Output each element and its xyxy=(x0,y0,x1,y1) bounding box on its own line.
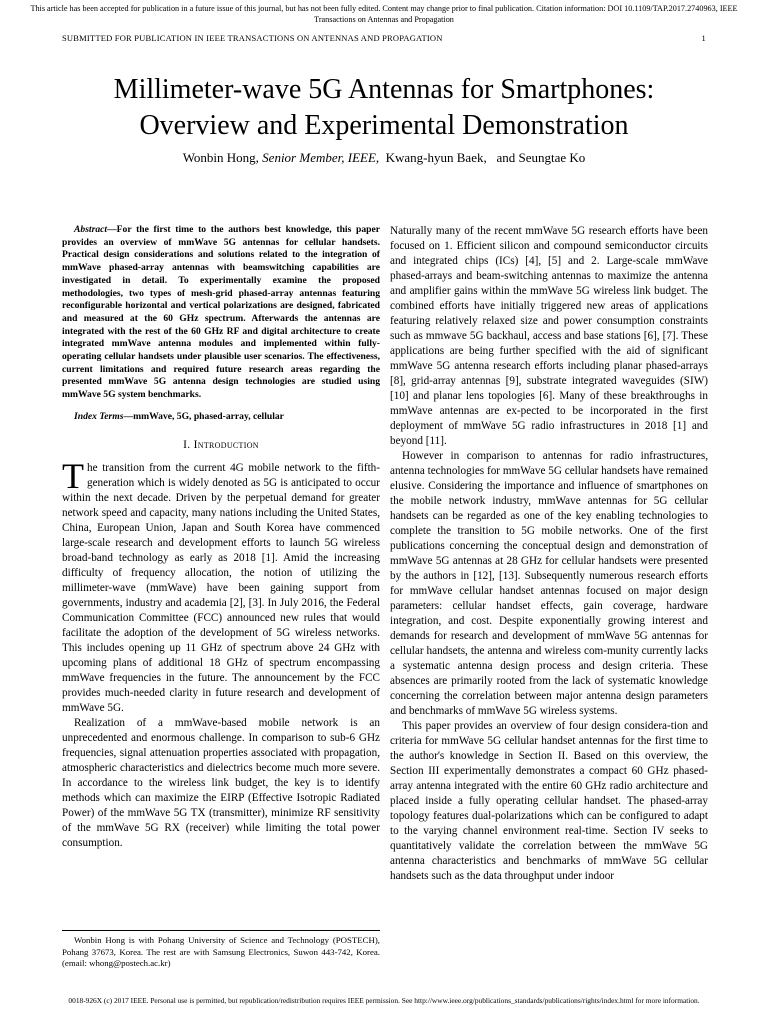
author-list xyxy=(0,150,768,166)
intro-paragraph-4: However in comparison to antennas for radio infrastructures, antenna technologies for mmWave 5G cellular handsets have remained elusive. Considering the importance and influence of smartphones on the mobile network industry, mmWave antennas for 5G cellular handsets can be regarded as one of the key enabling technologies to complete the transition to 5G mobile networks. One of the first publications concerning the conceptual design and demonstration of mmWave 5G antennas at 28 GHz for cellular handsets were presented by the authors in [12], [13]. Subsequently numerous research efforts for mmWave cellular handset antennas focused on major design parameters: cellular handset effects, gain coverage, hardware integration, and cost. Despite exponentially growing interest and demands for research and development of mmWave 5G antennas for cellular handsets, the antenna and wireless com-munity currently lacks a systematic antenna design process and design criteria. These absences are primarily rooted from the lack of systematic knowledge concerning the correlation between major antenna design parameters and benchmarks of mmWave 5G wireless systems. xyxy=(390,450,708,717)
abstract xyxy=(62,224,380,402)
paper-title-line2: Overview and Experimental Demonstration xyxy=(139,110,629,141)
intro-paragraph-2: Realization of a mmWave-based mobile network is an unprecedented and enormous challenge. In comparison to sub-6 GHz frequencies, signal attenuation properties associated with propagation, atmospheric characteristics and dielectrics become much more severe. In accordance to the wireless link budget, the key is to identify methods which can maximize the EIRP (Effective Isotropic Radiated Power) of the mmWave 5G TX (transmitter), minimize RF sensitivity of the mmWave 5G RX (receiver) while limiting the total power consumption. xyxy=(62,716,380,849)
author-1: Wonbin Hong, xyxy=(182,150,259,165)
index-terms-text: —mmWave, 5G, phased-array, cellular xyxy=(123,410,284,422)
author-2: Kwang-hyun Baek, xyxy=(385,150,487,165)
intro-paragraph-3: Naturally many of the recent mmWave 5G research efforts have been focused on 1. Efficient silicon and compound semiconductor circuits and integrated chips (ICs) [4], [5] and 2. Large-scale mmWave phased-arrays and beam-switching antennas to maximize the antenna and amplifier gains within the mmWave 5G wireless link budget. The combined efforts have initially triggered new areas of applications featuring relatively relaxed size and power consumption constraints such as mmwave 5G backhaul, access and base stations [6], [7]. These applications are being further specified with the aid of significant mmWave 5G antenna research efforts including planar phased-arrays [8], grid-array antennas [9], substrate integrated waveguides (SIW) [10] and planar lens topologies [6]. Many of these breakthroughs in mmWave antennas are ex-pected to be incorporated in the first deployment of mmWave 5G radio infrastructures in 2018 [1] and beyond [11]. xyxy=(390,225,708,447)
abstract-text: —For the first time to the authors best knowledge, this paper provides an overview of mmWave 5G antennas for cellular handsets. Practical design considerations and solutions related to the integration of mmWave phased-array antennas with beamswitching capabilities are investigated in detail. To experimentally examine the proposed methodologies, two types of mesh-grid phased-array antennas featuring reconfigurable horizontal and vertical polarizations are designed, fabricated and measured at the 60 GHz spectrum. Afterwards the antennas are integrated with the rest of the 60 GHz RF and digital architecture to create integrated mmWave antenna modules and implemented within fully-operating cellular handsets under plausible user scenarios. The effectiveness, current limitations and required future research areas regarding the presented mmWave 5G antenna design technologies are studied using mmWave 5G system benchmarks. xyxy=(62,224,380,401)
copyright-footer: 0018-926X (c) 2017 IEEE. Personal use is permitted, but republication/redistribution requires IEEE permission. See http://www.ieee.org/publications_standards/publications/rights/index.html for more information. xyxy=(68,996,700,1005)
intro-paragraph-5: This paper provides an overview of four design considera-tion and criteria for mmWave 5G cellular handset antennas for the first time to the author's knowledge in Section II. Based on this overview, the Section III experimentally demonstrates a compact 60 GHz phased-array antenna integrated with the entire 60 GHz radio architecture and placed inside a fully operating cellular handset. The phased-array topology features dual-polarizations which can be configured to adapt to the varying channel environment real-time. Section IV seeks to quantitatively validate the correlation between the mmWave 5G antenna characteristics and benchmarks of mmWave 5G cellular handsets such as the data throughput under indoor xyxy=(390,720,708,882)
author-3: and Seungtae Ko xyxy=(496,150,586,165)
section-heading xyxy=(62,438,380,453)
index-terms-label: Index Terms xyxy=(74,410,124,422)
intro-paragraph-1 xyxy=(62,455,380,716)
drop-cap: T xyxy=(62,455,84,496)
section-number: I. xyxy=(183,438,191,451)
section-title: Introduction xyxy=(193,438,259,451)
abstract-label: Abstract xyxy=(74,224,108,235)
acceptance-notice-line1: This article has been accepted for publication in a future issue of this journal, but has not been fully edited. Content may change prior to final publication. Citation information: DOI 10.1109/TAP.2017.2740963, IEEE xyxy=(30,4,738,13)
running-head-text: SUBMITTED FOR PUBLICATION IN IEEE TRANSACTIONS ON ANTENNAS AND PROPAGATION xyxy=(62,33,443,43)
page-number: 1 xyxy=(701,33,706,43)
acceptance-notice xyxy=(0,3,768,25)
left-column xyxy=(62,224,380,851)
index-terms xyxy=(62,411,380,424)
intro-paragraph-1-text: he transition from the current 4G mobile network to the fifth-generation which is widely denoted as 5G is anticipated to occur within the next decade. Driven by the perpetual demand for greater network speed and capacity, many nations including the United States, China, European Union, Japan and South Korea have commenced large-scale research and development efforts to launch 5G wireless broad-band technology as early as 2018 [1]. Amid the increasing difficulty of frequency allocation, the notion of utilizing the millimeter-wave (mmWave) have been gaining support from governments, industry and academia [2], [3]. In July 2016, the Federal Communication Committee (FCC) announced new rules that would facilitate the adoption of the development of 5G wireless networks. This includes opening up 11 GHz of spectrum above 24 GHz with upcoming plans of additional 18 GHz of spectrum encompassing mmWave frequencies in the future. The announcement by the FCC provides much-needed clarity in future research and development of mmWave 5G. xyxy=(62,461,380,714)
author-1-affiliation: Senior Member, IEEE, xyxy=(262,150,380,165)
paper-title xyxy=(0,72,768,144)
running-head xyxy=(62,33,706,43)
right-column xyxy=(390,224,708,884)
acceptance-notice-line2: Transactions on Antennas and Propagation xyxy=(314,15,454,24)
paper-title-line1: Millimeter-wave 5G Antennas for Smartphones: xyxy=(113,74,655,105)
author-footnote: Wonbin Hong is with Pohang University of Science and Technology (POSTECH), Pohang 37673, Korea. The rest are with Samsung Electronics, Suwon 443-742, Korea. (email: whong@postech.ac.kr) xyxy=(62,930,380,970)
